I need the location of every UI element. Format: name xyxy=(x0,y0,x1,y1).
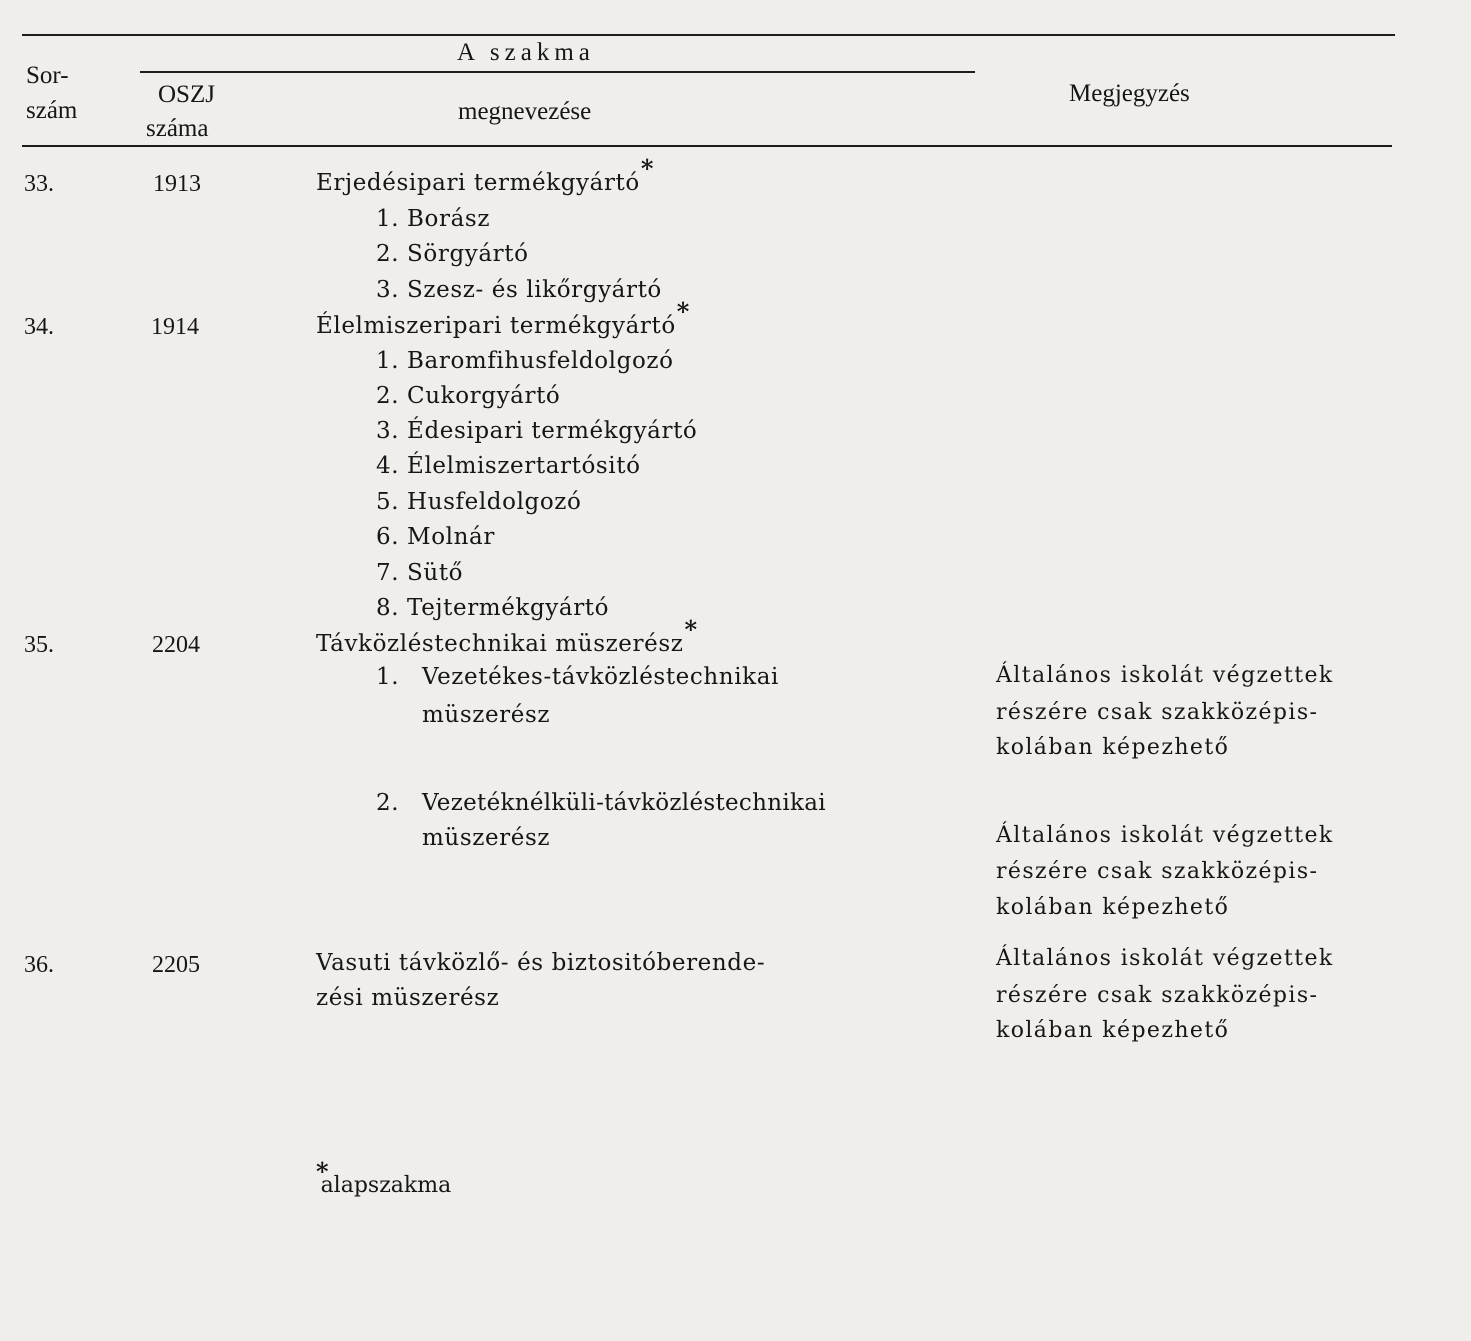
header-oszj-line1: OSZJ xyxy=(158,81,215,108)
row-34-oszj: 1914 xyxy=(151,314,199,340)
row-34-item-2: 2. Cukorgyártó xyxy=(376,383,561,409)
row-35-sub-1-line-2: müszerész xyxy=(422,702,551,728)
header-bottom-rule xyxy=(22,145,1392,147)
footnote-text: alapszakma xyxy=(320,1173,452,1198)
row-35-sub-2-line-2: müszerész xyxy=(422,825,551,851)
row-33-name: Erjedésipari termékgyártó* xyxy=(316,154,654,196)
header-megjegyzes: Megjegyzés xyxy=(1069,80,1190,107)
row-35-sub-2-num: 2. xyxy=(376,790,400,816)
table-top-rule xyxy=(22,34,1395,36)
row-34-sorszam: 34. xyxy=(24,314,54,340)
row-36-sorszam: 36. xyxy=(24,952,54,978)
row-34-item-7: 7. Sütő xyxy=(376,560,464,586)
row-35-sub-1-num: 1. xyxy=(376,664,400,690)
alapszakma-marker: * xyxy=(676,297,690,327)
row-36-note-line-3: kolában képezhető xyxy=(996,1018,1230,1043)
row-34-item-3: 3. Édesipari termékgyártó xyxy=(376,418,698,444)
row-35-oszj: 2204 xyxy=(152,632,200,658)
row-35-sub-2-line-1: Vezetéknélküli-távközléstechnikai xyxy=(422,790,826,816)
row-36-oszj: 2205 xyxy=(152,952,200,978)
alapszakma-marker: * xyxy=(640,154,654,184)
row-33-oszj: 1913 xyxy=(153,171,201,197)
row-33-item-2: 2. Sörgyártó xyxy=(376,241,529,267)
row-33-sorszam: 33. xyxy=(24,171,54,197)
header-sorszam-line2: szám xyxy=(26,97,78,124)
footnote xyxy=(316,1157,459,1198)
row-34-item-5: 5. Husfeldolgozó xyxy=(376,489,582,515)
header-sorszam-line1: Sor- xyxy=(26,62,69,89)
footnote-star: * xyxy=(316,1157,329,1186)
row-33-item-1: 1. Borász xyxy=(376,206,491,232)
row-35-sub-2-note-line-2: részére csak szakközépis- xyxy=(996,859,1319,884)
row-35-sorszam: 35. xyxy=(24,632,54,658)
row-34-item-6: 6. Molnár xyxy=(376,524,495,550)
alapszakma-marker: * xyxy=(684,615,698,645)
row-35-sub-2-note-line-1: Általános iskolát végzettek xyxy=(996,823,1334,848)
row-36-note-line-2: részére csak szakközépis- xyxy=(996,983,1319,1008)
row-35-sub-1-note-line-3: kolában képezhető xyxy=(996,735,1230,760)
row-35-name: Távközléstechnikai müszerész* xyxy=(316,615,698,657)
header-oszj-line2: száma xyxy=(146,115,209,142)
row-35-sub-1-note-line-2: részére csak szakközépis- xyxy=(996,700,1319,725)
row-36-line-2: zési müszerész xyxy=(316,985,500,1011)
row-35-sub-1-line-1: Vezetékes-távközléstechnikai xyxy=(422,664,779,690)
row-36-line-1: Vasuti távközlő- és biztositóberende- xyxy=(316,950,766,976)
row-34-name: Élelmiszeripari termékgyártó* xyxy=(316,297,690,339)
row-35-sub-1-note-line-1: Általános iskolát végzettek xyxy=(996,663,1334,688)
row-34-item-4: 4. Élelmiszertartósitó xyxy=(376,453,641,479)
header-megnevezes: megnevezése xyxy=(458,98,592,125)
header-group-title: A szakma xyxy=(457,39,595,66)
row-34-item-1: 1. Baromfihusfeldolgozó xyxy=(376,348,674,374)
header-group-rule xyxy=(140,71,975,73)
row-35-sub-2-note-line-3: kolában képezhető xyxy=(996,895,1230,920)
row-36-note-line-1: Általános iskolát végzettek xyxy=(996,946,1334,971)
row-34-item-8: 8. Tejtermékgyártó xyxy=(376,595,610,621)
row-33-item-3: 3. Szesz- és likőrgyártó xyxy=(376,277,662,303)
